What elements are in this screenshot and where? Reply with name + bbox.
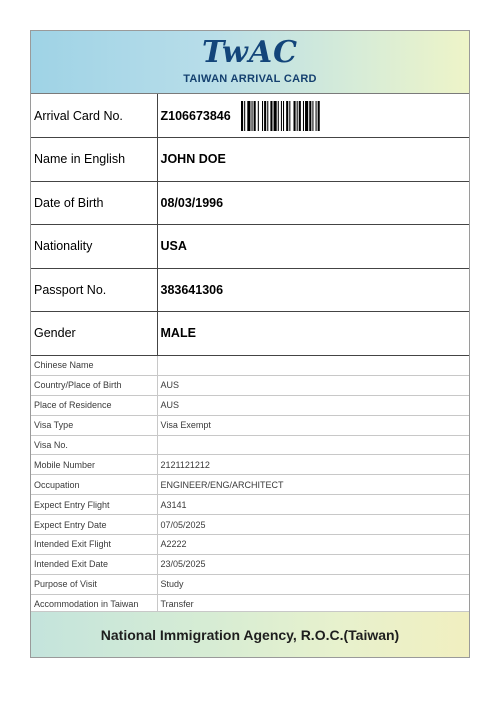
label-entry-date: Expect Entry Date (31, 515, 157, 535)
card-title: TAIWAN ARRIVAL CARD (183, 73, 317, 85)
label-mobile-number: Mobile Number (31, 455, 157, 475)
row-visa-type (31, 415, 469, 435)
row-date-of-birth (31, 181, 469, 225)
row-chinese-name (31, 356, 469, 376)
value-passport-no: 383641306 (157, 268, 469, 312)
label-place-of-residence: Place of Residence (31, 395, 157, 415)
value-gender: MALE (157, 312, 469, 356)
value-exit-date: 23/05/2025 (157, 554, 469, 574)
card-footer (31, 611, 469, 657)
label-visa-type: Visa Type (31, 415, 157, 435)
label-nationality: Nationality (31, 225, 157, 269)
row-place-of-residence (31, 395, 469, 415)
row-exit-flight (31, 535, 469, 555)
label-entry-flight: Expect Entry Flight (31, 495, 157, 515)
label-arrival-card-no: Arrival Card No. (31, 94, 157, 138)
main-fields-table (31, 94, 469, 356)
row-country-of-birth (31, 375, 469, 395)
label-chinese-name: Chinese Name (31, 356, 157, 376)
value-arrival-card-no (157, 94, 469, 138)
row-nationality (31, 225, 469, 269)
value-nationality: USA (157, 225, 469, 269)
barcode (241, 101, 363, 131)
label-name: Name in English (31, 138, 157, 182)
label-gender: Gender (31, 312, 157, 356)
detail-fields-table (31, 356, 469, 615)
value-visa-type: Visa Exempt (157, 415, 469, 435)
row-passport-no (31, 268, 469, 312)
value-purpose-of-visit: Study (157, 574, 469, 594)
row-entry-date (31, 515, 469, 535)
value-date-of-birth: 08/03/1996 (157, 181, 469, 225)
arrival-card (30, 30, 470, 658)
label-purpose-of-visit: Purpose of Visit (31, 574, 157, 594)
value-name: JOHN DOE (157, 138, 469, 182)
agency-name: National Immigration Agency, R.O.C.(Taiwan) (100, 626, 400, 643)
label-date-of-birth: Date of Birth (31, 181, 157, 225)
row-mobile-number (31, 455, 469, 475)
label-visa-no: Visa No. (31, 435, 157, 455)
value-visa-no (157, 435, 469, 455)
value-place-of-residence: AUS (157, 395, 469, 415)
label-country-of-birth: Country/Place of Birth (31, 375, 157, 395)
arrival-card-number: Z106673846 (160, 108, 231, 123)
twac-logo: TwAC (201, 35, 298, 70)
value-country-of-birth: AUS (157, 375, 469, 395)
value-chinese-name (157, 356, 469, 376)
label-exit-flight: Intended Exit Flight (31, 535, 157, 555)
value-accommodation: Transfer (157, 594, 469, 614)
row-visa-no (31, 435, 469, 455)
label-accommodation: Accommodation in Taiwan (31, 594, 157, 614)
row-name (31, 138, 469, 182)
value-occupation: ENGINEER/ENG/ARCHITECT (157, 475, 469, 495)
row-entry-flight (31, 495, 469, 515)
row-exit-date (31, 554, 469, 574)
row-occupation (31, 475, 469, 495)
row-arrival-card-no (31, 94, 469, 138)
row-purpose-of-visit (31, 574, 469, 594)
label-passport-no: Passport No. (31, 268, 157, 312)
label-exit-date: Intended Exit Date (31, 554, 157, 574)
value-entry-flight: A3141 (157, 495, 469, 515)
value-mobile-number: 2121121212 (157, 455, 469, 475)
card-header (31, 31, 469, 94)
value-exit-flight: A2222 (157, 535, 469, 555)
row-gender (31, 312, 469, 356)
value-entry-date: 07/05/2025 (157, 515, 469, 535)
label-occupation: Occupation (31, 475, 157, 495)
